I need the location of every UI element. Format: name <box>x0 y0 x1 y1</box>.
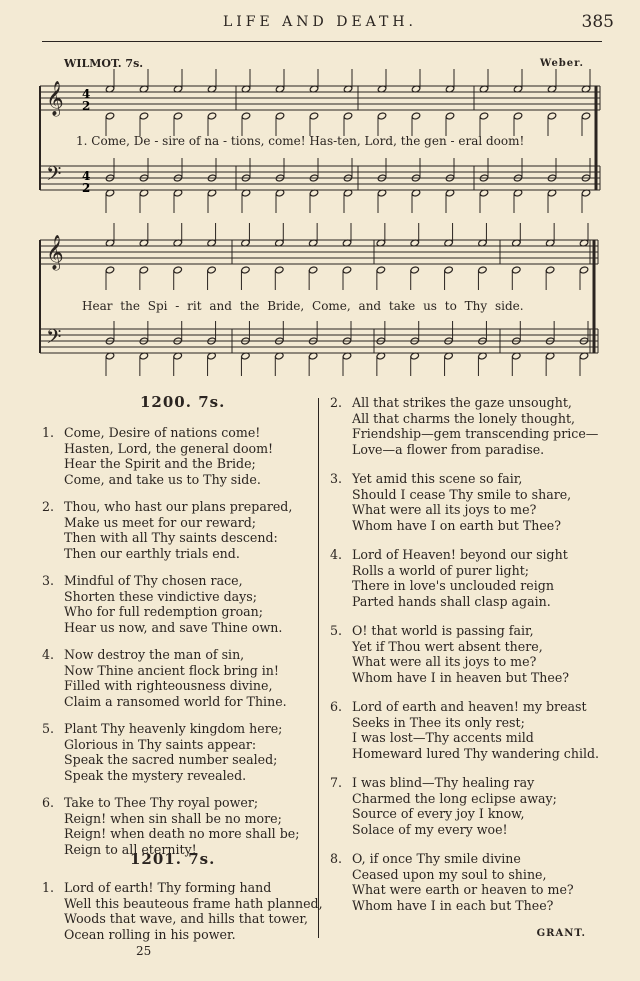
time-sig-bottom-treble: 2 <box>82 99 91 113</box>
treble-clef: 𝄞 <box>46 81 64 116</box>
treble-clef: 𝄞 <box>46 235 64 270</box>
author-attribution: GRANT. <box>536 928 586 939</box>
note-head <box>343 112 352 120</box>
stanza: 4. Now destroy the man of sin, Now Thine ancient flock bring in! Filled with righteousness divine, Claim a ransomed world for Thine. <box>42 647 287 709</box>
note-head <box>241 112 250 120</box>
signature-mark: 25 <box>136 944 152 958</box>
note-head <box>275 266 284 274</box>
note-head <box>342 266 351 274</box>
right-column <box>330 395 599 913</box>
stanza: 2. Thou, who hast our plans prepared, Make us meet for our reward; Then with all Thy saints descend: Then our earthly trials end. <box>42 499 293 561</box>
tune-name: WILMOT. 7s. <box>64 57 144 70</box>
note-head <box>309 112 318 120</box>
column-divider <box>318 398 319 938</box>
stanza: 1. Come, Desire of nations come! Hasten, Lord, the general doom! Hear the Spirit and the Bride; Come, and take us to Thy side. <box>42 425 274 487</box>
note-head <box>207 266 216 274</box>
note-head <box>376 266 385 274</box>
hymn-1201-heading: 1201. 7s. <box>130 850 216 868</box>
time-sig-top-bass: 4 <box>82 169 91 183</box>
left-column <box>42 425 299 857</box>
bass-clef: 𝄢 <box>46 162 62 190</box>
note-head <box>512 266 521 274</box>
note-head <box>478 266 487 274</box>
note-head <box>105 112 114 120</box>
stanza: 1. Lord of earth! Thy forming hand Well this beauteous frame hath planned, Woods that wave, and hills that tower, Ocean rolling in his power. <box>42 880 323 942</box>
note-head <box>410 266 419 274</box>
stanza: 5. Plant Thy heavenly kingdom here; Glorious in Thy saints appear: Speak the sacred number sealed; Speak the mystery revealed. <box>42 721 283 783</box>
stanza: 4. Lord of Heaven! beyond our sight Rolls a world of purer light; There in love's unclouded reign Parted hands shall clasp again. <box>330 547 568 609</box>
note-head <box>377 112 386 120</box>
stanza: 3. Yet amid this scene so fair, Should I cease Thy smile to share, What were all its joys to me? Whom have I on earth but Thee? <box>330 471 572 533</box>
note-head <box>173 266 182 274</box>
note-head <box>275 112 284 120</box>
note-head <box>579 266 588 274</box>
lyrics-line-1: 1. Come, De - sire of na - tions, come! Has-ten, Lord, the gen - eral doom! <box>76 134 525 148</box>
stanza: 3. Mindful of Thy chosen race, Shorten these vindictive days; Who for full redemption groan; Hear us now, and save Thine own. <box>42 573 283 635</box>
page-number: 385 <box>581 12 614 32</box>
composer: Weber. <box>540 58 584 69</box>
music-score <box>0 0 640 380</box>
note-head <box>547 112 556 120</box>
hymn-1201-stanza <box>42 880 323 942</box>
note-head <box>444 266 453 274</box>
stanza: 5. O! that world is passing fair, Yet if Thou wert absent there, What were all its joys to me? Whom have I in heaven but Thee? <box>330 623 570 685</box>
stanza: 6. Take to Thee Thy royal power; Reign! when sin shall be no more; Reign! when death no more shall be; Reign to all eternity! <box>42 795 300 857</box>
lyrics-line-2: Hear the Spi - rit and the Bride, Come, and take us to Thy side. <box>82 299 524 313</box>
note-head <box>308 266 317 274</box>
note-head <box>411 112 420 120</box>
note-head <box>545 266 554 274</box>
running-header: LIFE AND DEATH. <box>222 14 418 30</box>
note-head <box>241 266 250 274</box>
stanza: 7. I was blind—Thy healing ray Charmed the long eclipse away; Source of every joy I know, Solace of my every woe! <box>330 775 557 837</box>
time-sig-top-treble: 4 <box>82 87 91 101</box>
stanza: 2. All that strikes the gaze unsought, All that charms the lonely thought, Friendship—gem transcending price— Love—a flower from paradise. <box>330 395 599 457</box>
stanza: 6. Lord of earth and heaven! my breast Seeks in Thee its only rest; I was lost—Thy accents mild Homeward lured Thy wandering child. <box>330 699 600 761</box>
note-head <box>139 266 148 274</box>
stanza: 8. O, if once Thy smile divine Ceased upon my soul to shine, What were earth or heaven to me? Whom have I in each but Thee? <box>330 851 574 913</box>
note-head <box>513 112 522 120</box>
note-head <box>479 112 488 120</box>
time-sig-bottom-bass: 2 <box>82 181 91 195</box>
note-head <box>581 112 590 120</box>
note-head <box>445 112 454 120</box>
bass-clef: 𝄢 <box>46 325 62 353</box>
note-head <box>105 266 114 274</box>
note-head <box>207 112 216 120</box>
note-head <box>173 112 182 120</box>
note-head <box>139 112 148 120</box>
hymn-1200-heading: 1200. 7s. <box>140 393 226 411</box>
